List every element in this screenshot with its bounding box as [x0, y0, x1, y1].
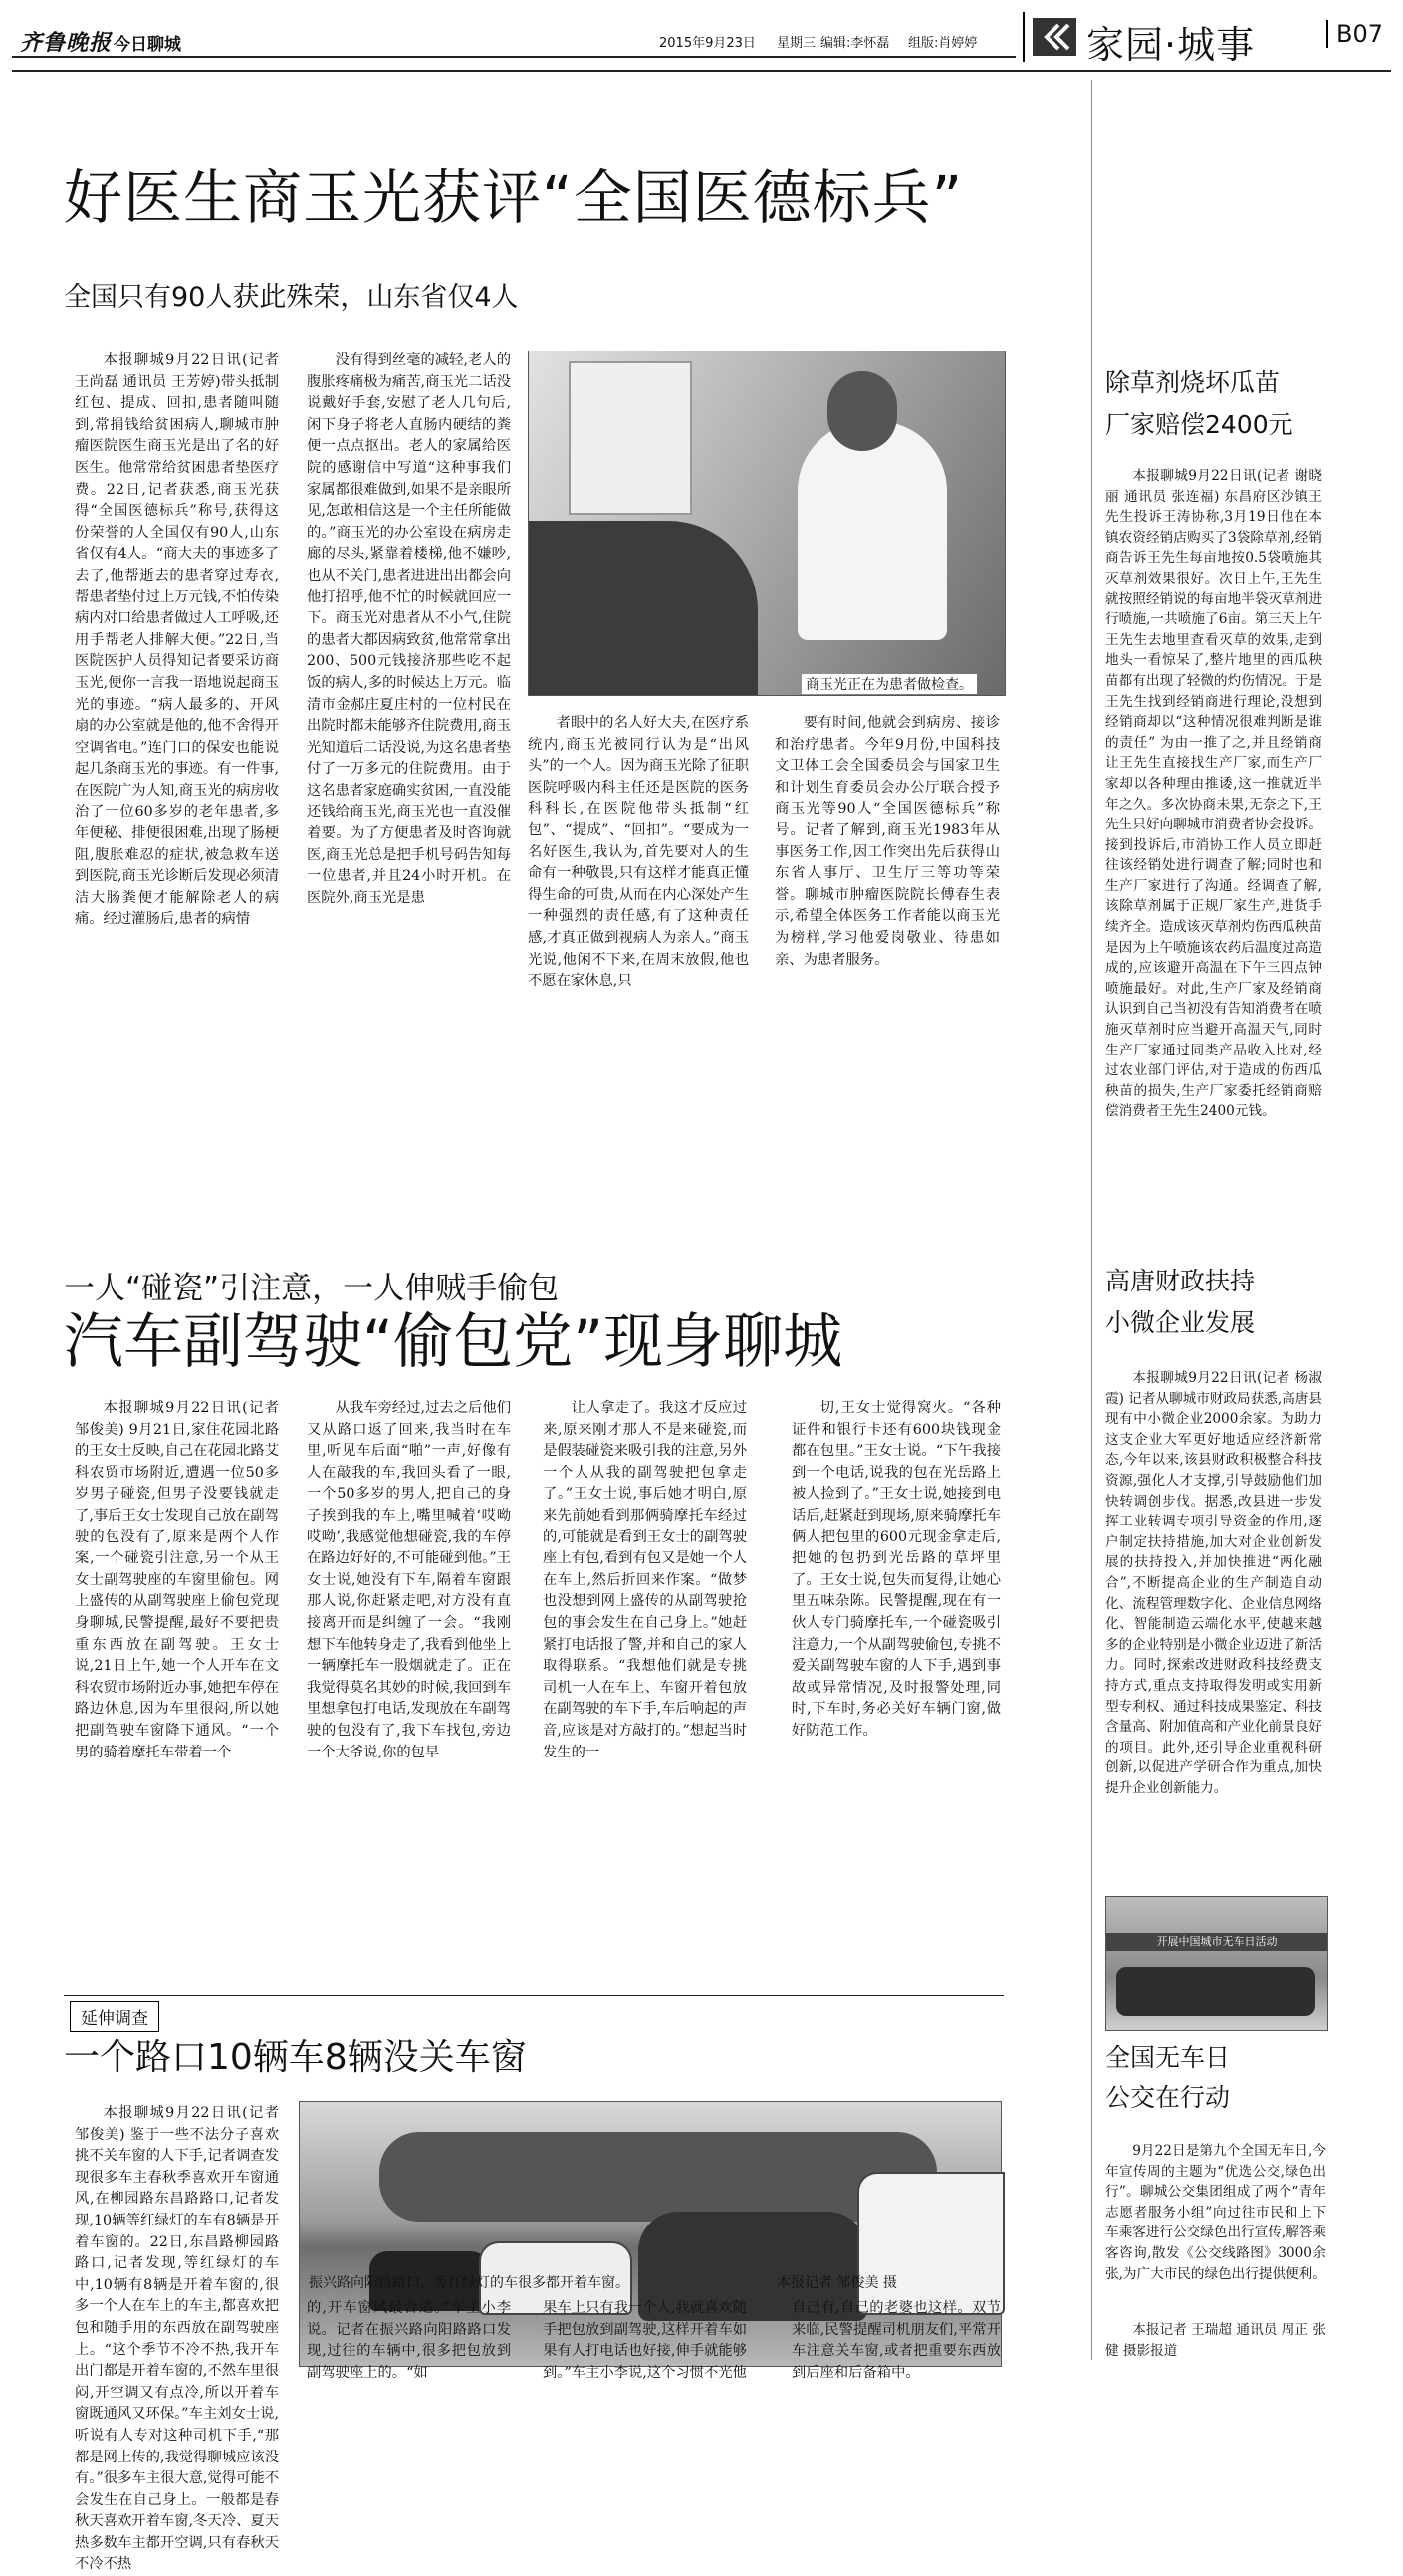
- article3-column-1: 本报聊城9月22日讯(记者 邹俊美) 鉴于一些不法分子喜欢挑不关车窗的人下手,记者调查发现很多车主春秋季喜欢开车窗通风,在柳园路东昌路路口,记者发现,10辆等红绿灯的车有8辆是开着车窗的。22日,东昌路柳园路路口,记者发现,等红绿灯的车中,10辆有8辆是开着车窗的,很多一个人在车上的车主,都喜欢把包和随手用的东西放在副驾驶座上。“这个季节不冷不热,我开车出门都是开着车窗的,不然车里很闷,开空调又有点冷,所以开着车窗既通风又环保。”车主刘女士说,听说有人专对这种司机下手,“那都是网上传的,我觉得聊城应该没有。”很多车主很大意,觉得可能不会发生在自己身上。一般都是春秋天喜欢开着车窗,冬天冷、夏天热多数车主都开空调,只有春秋天不冷不热: [75, 2105, 279, 2573]
- article1-subhead: 全国只有90人获此殊荣，山东省仅4人: [64, 282, 519, 313]
- trees-band: [379, 2132, 937, 2222]
- masthead-rule: [12, 56, 1016, 58]
- editor-credit: 编辑:李怀磊: [820, 36, 890, 51]
- article1-column-2: 没有得到丝毫的减轻,老人的腹胀疼痛极为痛苦,商玉光二话没说戴好手套,安慰了老人几句后,闲下身子将老人直肠内硬结的粪便一点点抠出。老人的家属给医院的感谢信中写道“这种事我们家属都很难做到,如果不是亲眼所见,怎敢相信这是一个主任所能做的。”商玉光的办公室设在病房走廊的尽头,紧靠着楼梯,他不嫌吵,也从不关门,患者进进出出都会向他打招呼,他不忙的时候就回应一下。商玉光对患者从不小气,住院的患者大都因病致贫,他常常拿出200、500元钱接济那些吃不起饭的病人,多的时候达上万元。临清市金郝庄夏庄村的一位村民在出院时都未能够齐住院费用,商玉光知道后二话没说,为这名患者垫付了一万多元的住院费用。由于这名患者家庭确实贫困,一直没能还钱给商玉光,商玉光也一直没催着要。为了方便患者及时咨询就医,商玉光总是把手机号码告知每一位患者,并且24小时开机。在医院外,商玉光是患: [307, 352, 511, 906]
- side1-title-line2: 厂家赔偿2400元: [1105, 410, 1293, 439]
- side1-body: 本报聊城9月22日讯(记者 谢晓丽 通讯员 张连福) 东昌府区沙镇王先生投诉王涛协称,3月19日他在本镇农资经销店购买了3袋除草剂,经销商告诉王先生每亩地按0.5袋喷施其灭草剂效果很好。次日上午,王先生就按照经销说的每亩地半袋灭草剂进行喷施,一共喷施了6亩。第三天上午王先生去地里查看灭草的效果,走到地头一看惊呆了,整片地里的西瓜秧苗都有出现了轻微的灼伤情况。于是王先生找到经销商进行理论,没想到经销商却以“这种情况很难判断是谁的责任” 为由一推了之,并且经销商让王先生直接找生产厂家,而生产厂家却以各种理由推诿,这一推就近半年之久。多次协商未果,无奈之下,王先生只好向聊城市消费者协会投诉。接到投诉后,市消协工作人员立即赶往该经销处进行调查了解;同时也和生产厂家进行了沟通。经调查了解,该除草剂属于正规厂家生产,进货手续齐全。造成该灭草剂灼伤西瓜秧苗是因为上午喷施该农药后温度过高造成的,应该避开高温在下午三四点钟喷施最好。对此,生产厂家及经销商认识到自己当初没有告知消费者在喷施灭草剂时应当避开高温天气,同时生产厂家通过同类产品收入比对,经过农业部门评估,对于造成的伤西瓜秧苗的损失,生产厂家委托经销商赔偿消费者王先生2400元钱。: [1105, 468, 1322, 1120]
- double-chevron-icon: [1033, 18, 1076, 56]
- side3-title-line1: 全国无车日: [1105, 2043, 1231, 2072]
- designer-credit: 组版:肖婷婷: [908, 36, 978, 51]
- side3-body: 9月22日是第九个全国无车日,今年宣传周的主题为“优选公交,绿色出行”。聊城公交集团组成了两个“青年志愿者服务小组”向过往市民和上下车乘客进行公交绿色出行宣传,解答乘客咨询,散发《公交线路图》3000余张,为广大市民的绿色出行提供便利。: [1105, 2143, 1326, 2282]
- article1-column-1: 本报聊城9月22日讯(记者 王尚磊 通讯员 王芳婷)带头抵制红包、提成、回扣,患者随叫随到,常捐钱给贫困病人,聊城市肿瘤医院医生商玉光是出了名的好医生。他常常给贫困患者垫医疗费。22日,记者获悉,商玉光获得“全国医德标兵”称号,获得这份荣誉的人全国仅有90人,山东省仅有4人。“商大夫的事迹多了去了,他帮逝去的患者穿过寿衣,帮患者垫付过上万元钱,不怕传染病内对口给患者做过人工呼吸,还用手帮老人排解大便。”22日,当医院医护人员得知记者要采访商玉光,便你一言我一语地说起商玉光的事迹。“病人最多的、开风扇的办公室就是他的,他不舍得开空调省电。”连门口的保安也能说起几条商玉光的事迹。有一件事,在医院广为人知,商玉光的病房收治了一位60多岁的老年患者,多年便秘、排便很困难,出现了肠梗阻,腹胀难忍的症状,被急救车送到医院,商玉光诊断后发现必须清洁大肠粪便才能解除老人的病痛。经过灌肠后,患者的病情: [75, 352, 279, 928]
- article1-headline: 好医生商玉光获评“全国医德标兵”: [64, 163, 964, 232]
- paper-logo: 齐鲁晚报: [20, 30, 113, 56]
- article2-headline: 汽车副驾驶“偷包党”现身聊城: [64, 1307, 843, 1377]
- bus-event-photo: [1105, 1896, 1328, 2031]
- patient-shape: [529, 521, 758, 695]
- issue-date: 2015年9月23日: [659, 36, 756, 51]
- traffic-photo-credit: 本报记者 邹俊美 摄: [777, 2275, 897, 2291]
- doctor-head: [827, 371, 897, 451]
- article3-bottom-column-3: 自己有,自己的老婆也这样。双节来临,民警提醒司机朋友们,平常开车注意关车窗,或者把重要东西放到后座和后备箱中。: [792, 2300, 1001, 2381]
- article2-kicker: 一人“碰瓷”引注意，一人伸贼手偷包: [64, 1271, 560, 1306]
- issue-weekday: 星期三: [777, 36, 817, 51]
- article3-headline: 一个路口10辆车8辆没关车窗: [64, 2037, 527, 2078]
- section-name: 今日聊城: [114, 35, 181, 55]
- article3-tag: 延伸调查: [70, 2001, 159, 2032]
- sidebar-divider: [1091, 80, 1092, 2360]
- doctor-photo: [528, 351, 1006, 696]
- article3-bottom-column-2: 果车上只有我一个人,我就喜欢随手把包放到副驾驶,这样开着车如果有人打电话也好接,伸手就能够到。”车主小李说,这个习惯不光他: [543, 2300, 747, 2381]
- doctor-figure: [798, 421, 947, 640]
- banner-strip: 开展中国城市无车日活动: [1106, 1933, 1327, 1951]
- window-shape: [569, 361, 692, 515]
- article2-column-1: 本报聊城9月22日讯(记者 邹俊美) 9月21日,家住花园北路的王女士反映,自己在花园北路艾科农贸市场附近,遭遇一位50多岁男子碰瓷,但男子没要钱就走了,事后王女士发现自己放在副驾驶的包没有了,原来是两个人作案,一个碰瓷引注意,另一个从王女士副驾驶座的车窗里偷包。网上盛传的从副驾驶座上偷包党现身聊城,民警提醒,最好不要把贵重东西放在副驾驶。王女士说,21日上午,她一个人开车在文科农贸市场附近办事,她把车停在路边休息,因为车里很闷,所以她把副驾驶车窗降下通风。“一个男的骑着摩托车带着一个: [75, 1400, 279, 1760]
- article1-column-4: 要有时间,他就会到病房、接诊和治疗患者。今年9月份,中国科技文卫体工会全国委员会与国家卫生和计划生育委员会办公厅联合授予商玉光等90人“全国医德标兵”称号。记者了解到,商玉光1983年从事医务工作,因工作突出先后获得山东省人事厅、卫生厅三等功等荣誉。聊城市肿瘤医院院长傅春生表示,希望全体医务工作者能以商玉光为榜样,学习他爱岗敬业、待患如亲、为患者服务。: [775, 715, 1000, 968]
- side3-credit: 本报记者 王瑞超 通讯员 周正 张健 摄影报道: [1105, 2322, 1326, 2359]
- article1-column-3: 者眼中的名人好大夫,在医疗系统内,商玉光被同行认为是“出风头”的一个人。因为商玉光除了征职医院呼吸内科主任还是医院的医务科科长,在医院他带头抵制“红包”、“提成”、“回扣”。“要成为一名好医生,我认为,首先要对人的生命有一种敬畏,只有这样才能真正懂得生命的可贵,从而在内心深处产生一种强烈的责任感,有了这种责任感,才真正做到视病人为亲人。”商玉光说,他闲不下来,在周末放假,他也不愿在家休息,只: [528, 715, 749, 990]
- traffic-photo-caption: 振兴路向阳路路口，等红绿灯的车很多都开着车窗。: [309, 2275, 629, 2291]
- article3-bottom-column-1: 的,开车窗风最合适。”车主小李说。记者在振兴路向阳路路口发现,过往的车辆中,很多把包放到副驾驶座上的。“如: [307, 2300, 511, 2381]
- column-title: 家园·城事: [1086, 23, 1256, 67]
- page-number: B07: [1326, 20, 1383, 48]
- side1-title-line1: 除草剂烧坏瓜苗: [1105, 368, 1281, 397]
- side2-title-line2: 小微企业发展: [1105, 1308, 1256, 1337]
- volunteers-shape: [1116, 1967, 1315, 2016]
- article2-column-4: 切,王女士觉得窝火。“各种证件和银行卡还有600块钱现金都在包里。”王女士说。“下午我接到一个电话,说我的包在光岳路上被人捡到了。”王女士说,她接到电话后,赶紧赶到现场,原来骑摩托车俩人把包里的600元现金拿走后,把她的包扔到光岳路的草坪里了。王女士说,包失而复得,让她心里五味杂陈。民警提醒,现在有一伙人专门骑摩托车,一个碰瓷吸引注意力,一个从副驾驶偷包,专挑不爱关副驾驶车窗的人下手,遇到事故或异常情况,及时报警处理,同时,下车时,务必关好车辆门窗,做好防范工作。: [792, 1400, 1001, 1739]
- article2-column-3: 让人拿走了。我这才反应过来,原来刚才那人不是来碰瓷,而是假装碰瓷来吸引我的注意,另外一个人从我的副驾驶把包拿走了。”王女士说,事后她才明白,原来先前她看到那俩骑摩托车经过的,可能就是看到王女士的副驾驶座上有包,看到有包又是她一个人在车上,然后折回来作案。“做梦也没想到网上盛传的从副驾驶抢包的事会发生在自己身上。”她赶紧打电话报了警,并和自己的家人取得联系。“我想他们就是专挑司机一人在车上、车窗开着包放在副驾驶的车下手,车后响起的声音,应该是对方敲打的。”想起当时发生的一: [543, 1400, 747, 1760]
- column-tab: [1023, 12, 1323, 67]
- header-divider: [12, 70, 1391, 72]
- side2-body: 本报聊城9月22日讯(记者 杨淑霞) 记者从聊城市财政局获悉,高唐县现有中小微企业2000余家。为助力这支企业大军更好地适应经济新常态,今年以来,该县财政积极整合科技资源,强化人才支撑,引导鼓励他们加快转调创步伐。据悉,改县进一步发挥工业转调专项引导资金的作用,逐户制定扶持措施,加大对企业创新发展的扶持投入,并加快推进“两化融合”,不断提高企业的生产制造自动化、流程管理数字化、企业信息网络化、智能制造云端化水平,使越来越多的企业特别是小微企业迈进了新活力。同时,探索改进财政科技经费支持方式,重点支持取得发明或实用新型专利权、通过科技成果鉴定、科技含量高、附加值高和产业化前景良好的项目。此外,还引导企业重视科研创新,以促进产学研合作为重点,加快提升企业创新能力。: [1105, 1370, 1322, 1796]
- car-shape-4: [857, 2172, 1005, 2315]
- side2-title-line1: 高唐财政扶持: [1105, 1267, 1256, 1295]
- masthead: [12, 12, 1391, 67]
- doctor-photo-caption: 商玉光正在为患者做检查。: [802, 674, 977, 694]
- article2-column-2: 从我车旁经过,过去之后他们又从路口返了回来,我当时在车里,听见车后面“啪”一声,好像有人在敲我的车,我回头看了一眼,一个50多岁的男人,把自己的身子挨到我的车上,嘴里喊着‘哎呦哎呦’,我感觉他想碰瓷,我的车停在路边好好的,不可能碰到他。”王女士说,她没有下车,隔着车窗跟那人说,你赶紧走吧,对方没有直接离开而是纠缠了一会。“我刚想下车他转身走了,我看到他坐上一辆摩托车一股烟就走了。正在我觉得莫名其妙的时候,我回到车里想拿包打电话,发现放在车副驾驶的包没有了,我下车找包,旁边一个大爷说,你的包早: [307, 1400, 511, 1760]
- article3-top-rule: [64, 1995, 1004, 1996]
- side3-title-line2: 公交在行动: [1105, 2083, 1231, 2112]
